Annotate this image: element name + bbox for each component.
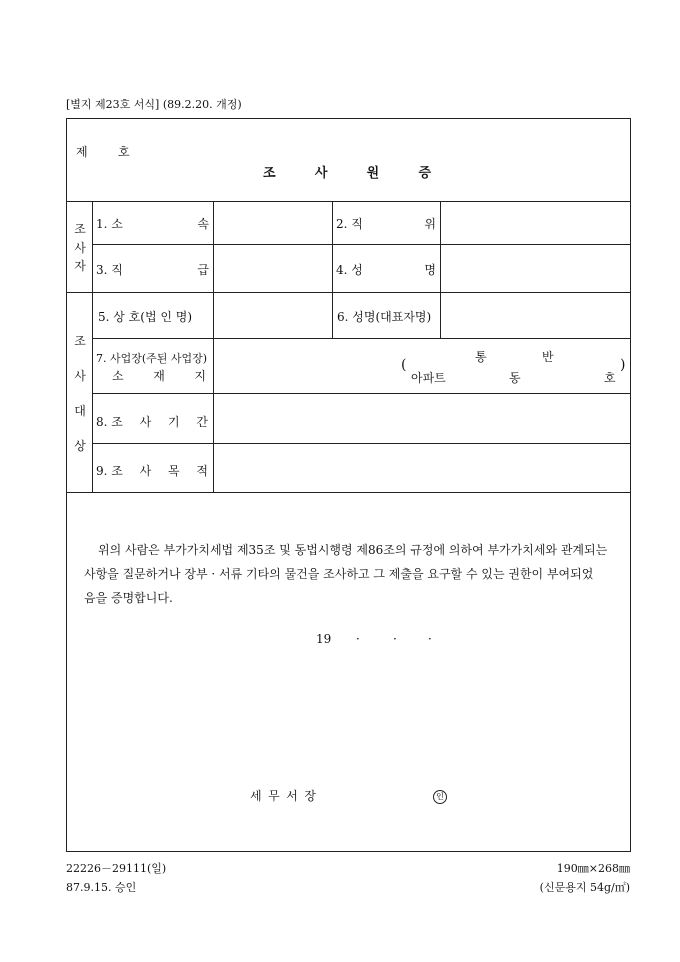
number-label-right: 호 — [118, 145, 130, 159]
address-ban: 반 — [542, 350, 554, 364]
date-dot: · — [428, 632, 432, 646]
address-apartment: 아파트 — [411, 371, 446, 385]
document-title — [263, 162, 431, 181]
approval-date: 87.9.15. 승인 — [66, 881, 137, 894]
inspection-period-value[interactable] — [214, 394, 630, 443]
form-label: [별지 제23호 서식] (89.2.20. 개정) — [66, 98, 242, 111]
grade-label-start: 3. 직 — [96, 263, 123, 277]
date-dot: · — [356, 632, 360, 646]
inspection-purpose-value[interactable] — [214, 444, 630, 492]
date-year: 19 — [316, 632, 332, 646]
address-paren-close: ) — [620, 357, 626, 373]
purpose-char: 목 — [168, 464, 180, 478]
affiliation-label-end: 속 — [197, 217, 209, 231]
date-dot: · — [393, 632, 397, 646]
title-char: 사 — [314, 166, 328, 181]
divider-subject-1 — [92, 338, 631, 339]
form-code: 22226－29111(일) — [66, 862, 167, 875]
inspection-purpose-label — [96, 462, 208, 479]
trade-name-value[interactable] — [214, 293, 331, 338]
title-char: 조 — [263, 166, 276, 181]
office-char: 세 — [250, 789, 262, 803]
position-label — [336, 215, 436, 232]
subject-section-label — [70, 332, 90, 454]
address-paren-open: ( — [401, 357, 407, 373]
period-char: 8. 조 — [96, 415, 123, 429]
paper-size: 190㎜×268㎜ — [556, 862, 630, 875]
affiliation-label-start: 1. 소 — [96, 217, 123, 231]
section-char: 조 — [74, 222, 86, 236]
investigator-section-label — [70, 220, 90, 274]
title-char: 증 — [418, 166, 431, 181]
period-char: 사 — [139, 415, 152, 429]
grade-label — [96, 261, 209, 278]
title-char: 원 — [366, 166, 380, 181]
location-label-line1: 7. 사업장(주된 사업장) — [96, 352, 208, 365]
representative-name-value[interactable] — [441, 293, 630, 338]
location-char: 재 — [153, 369, 165, 383]
purpose-char: 9. 조 — [96, 464, 123, 478]
name-label-end: 명 — [424, 263, 436, 277]
address-dong: 동 — [509, 371, 521, 385]
section-char: 자 — [74, 259, 86, 273]
purpose-char: 사 — [139, 464, 152, 478]
trade-name-label: 5. 상 호(법 인 명) — [98, 310, 193, 324]
grade-label-end: 급 — [197, 263, 209, 277]
tax-office-head-label — [250, 787, 316, 804]
address-tong: 통 — [475, 350, 487, 364]
representative-name-label: 6. 성명(대표자명) — [337, 310, 432, 324]
position-label-start: 2. 직 — [336, 217, 363, 231]
paper-type: (신문용지 54g/㎡) — [539, 881, 630, 894]
section-char: 조 — [74, 334, 86, 348]
section-char: 사 — [74, 240, 86, 255]
office-char: 서 — [286, 789, 298, 803]
mid-col-line-c — [332, 292, 333, 338]
address-ho: 호 — [604, 371, 616, 385]
section-char: 상 — [74, 439, 86, 453]
statement-line-3: 음을 증명합니다. — [84, 591, 173, 605]
office-char: 장 — [304, 789, 316, 803]
name-label — [336, 261, 436, 278]
location-label-line2 — [112, 367, 206, 384]
position-value[interactable] — [441, 202, 630, 244]
section-char: 대 — [74, 404, 86, 418]
certification-statement — [84, 538, 619, 610]
purpose-char: 적 — [196, 464, 208, 478]
affiliation-label — [96, 215, 209, 232]
seal-mark: 인 — [433, 790, 447, 804]
position-label-end: 위 — [424, 217, 436, 231]
statement-line-1: 위의 사람은 부가가치세법 제35조 및 동법시행령 제86조의 규정에 의하여 부가가치세와 관계되는 — [98, 543, 608, 557]
affiliation-value[interactable] — [214, 202, 331, 244]
divider-subject-end — [66, 492, 631, 493]
inspection-period-label — [96, 413, 208, 430]
name-label-start: 4. 성 — [336, 263, 363, 277]
office-char: 무 — [268, 789, 280, 803]
mid-col-line-a — [332, 201, 333, 292]
statement-line-2: 사항을 질문하거나 장부 · 서류 기타의 물건을 조사하고 그 제출을 요구할 수 있는 권한이 부여되었 — [84, 567, 594, 581]
grade-value[interactable] — [214, 245, 331, 292]
period-char: 간 — [196, 415, 208, 429]
name-value[interactable] — [441, 245, 630, 292]
period-char: 기 — [168, 415, 180, 429]
section-col-line — [92, 201, 93, 492]
number-label-left: 제 — [76, 145, 88, 159]
location-char: 소 — [112, 369, 124, 383]
location-char: 지 — [194, 369, 206, 383]
section-char: 사 — [74, 369, 86, 383]
